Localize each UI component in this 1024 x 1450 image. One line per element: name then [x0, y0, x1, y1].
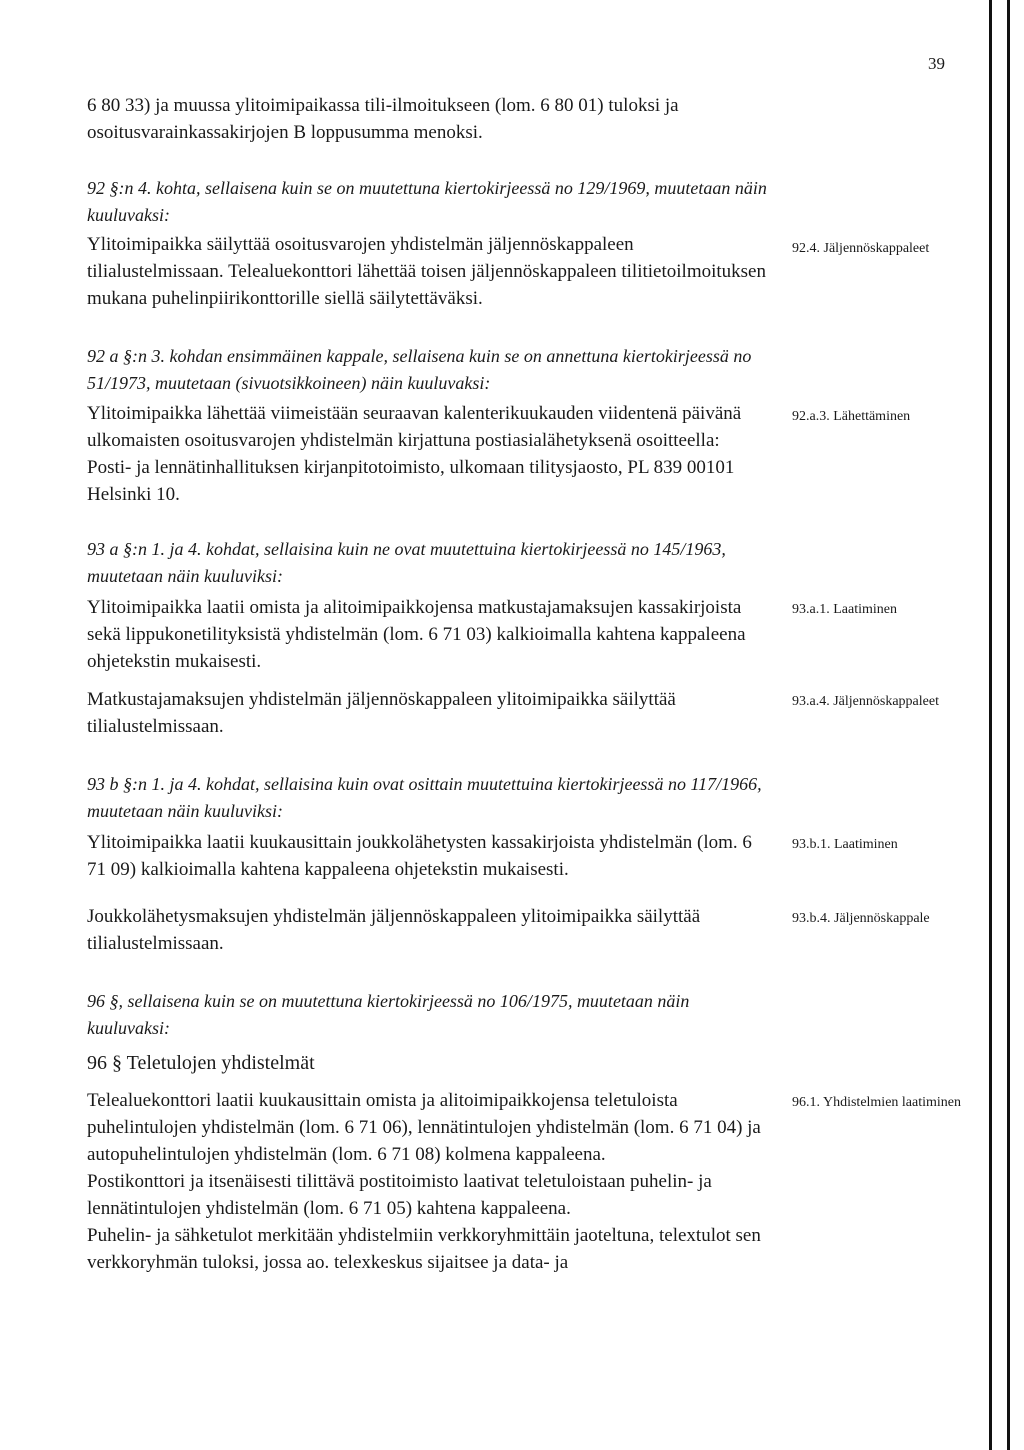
page-edge-bar — [989, 0, 1010, 1450]
margin-note-93a-1: 93.a.1. Laatiminen — [792, 602, 897, 617]
section-96-body-paragraph-2: Postikonttori ja itsenäisesti tilittävä postitoimisto laativat teletuloistaan puhelin- ja lennätintulojen yhdistelmän (lom. 6 71 05) kahtena kappaleena. — [87, 1171, 712, 1219]
section-93a-4-body: Matkustajamaksujen yhdistelmän jäljennöskappaleen ylitoimipaikka säilyttää tilialustelmissaan. — [87, 689, 676, 737]
paragraph-text: 6 80 33) ja muussa ylitoimipaikassa tili-ilmoitukseen (lom. 6 80 01) tuloksi ja osoitusvarainkassakirjojen B loppusumma menoksi. — [87, 95, 679, 143]
section-93b-heading: 93 b §:n 1. ja 4. kohdat, sellaisina kuin ovat osittain muutettuina kiertokirjeessä no 117/1966, muutetaan näin kuuluviksi: — [87, 774, 762, 821]
margin-note-93a-4: 93.a.4. Jäljennöskappaleet — [792, 694, 939, 709]
section-96-title: 96 § Teletulojen yhdistelmät — [87, 1052, 315, 1074]
paragraph-continued — [87, 92, 767, 146]
margin-note-93b-4: 93.b.4. Jäljennöskappale — [792, 911, 930, 926]
section-93b-1-body: Ylitoimipaikka laatii kuukausittain joukkolähetysten kassakirjoista yhdistelmän (lom. 6 71 09) kalkioimalla kahtena kappaleena ohjetekstin mukaisesti. — [87, 832, 752, 880]
section-96-body — [87, 1087, 767, 1276]
section-92-4-heading: 92 §:n 4. kohta, sellaisena kuin se on muutettuna kiertokirjeessä no 129/1969, muutetaan näin kuuluvaksi: — [87, 178, 767, 225]
section-96-heading: 96 §, sellaisena kuin se on muutettuna kiertokirjeessä no 106/1975, muutetaan näin kuuluvaksi: — [87, 991, 690, 1038]
section-93a-heading: 93 a §:n 1. ja 4. kohdat, sellaisina kuin ne ovat muutettuina kiertokirjeessä no 145/1963, muutetaan näin kuuluviksi: — [87, 539, 726, 586]
section-93b-4-body: Joukkolähetysmaksujen yhdistelmän jäljennöskappaleen ylitoimipaikka säilyttää tilialustelmissaan. — [87, 906, 701, 954]
margin-note-92-4: 92.4. Jäljennöskappaleet — [792, 241, 930, 256]
margin-note-93b-1: 93.b.1. Laatiminen — [792, 837, 898, 852]
section-92-4-body: Ylitoimipaikka säilyttää osoitusvarojen yhdistelmän jäljennöskappaleen tilialustelmissaan. Telealuekonttori lähettää toisen jäljennöskappaleen tilitietoilmoituksen mukana puhelinpiirikonttorille siellä säilytettäväksi. — [87, 234, 766, 309]
margin-note-92a-3: 92.a.3. Lähettäminen — [792, 409, 911, 424]
section-92a-3-heading: 92 a §:n 3. kohdan ensimmäinen kappale, sellaisena kuin se on annettuna kiertokirjeessä no 51/1973, muutetaan (sivuotsikkoineen) näin kuuluvaksi: — [87, 346, 752, 393]
section-92a-3-body: Ylitoimipaikka lähettää viimeistään seuraavan kalenterikuukauden viidentenä päivänä ulkomaisten osoitusvarojen yhdistelmän kirjattuna postiasialähetyksenä osoitteella: Posti- ja lennätinhallituksen kirjanpitotoimisto, ulkomaan tilitysjaosto, PL 839 00101 Helsinki 10. — [87, 403, 742, 505]
section-96-body-paragraph-1: Telealuekonttori laatii kuukausittain omista ja alitoimipaikkojensa teletuloista puhelintulojen yhdistelmän (lom. 6 71 06), lennätintulojen yhdistelmän (lom. 6 71 04) ja autopuhelintulojen yhdistelmän (lom. 6 71 08) kolmena kappaleena. — [87, 1090, 761, 1165]
section-96-body-paragraph-3: Puhelin- ja sähketulot merkitään yhdistelmiin verkkoryhmittäin jaoteltuna, telextulot sen verkkoryhmän tuloksi, jossa ao. telexkeskus sijaitsee ja data- ja — [87, 1225, 761, 1273]
page-number: 39 — [928, 54, 945, 73]
section-93a-1-body: Ylitoimipaikka laatii omista ja alitoimipaikkojensa matkustajamaksujen kassakirjoista sekä lippukonetilityksistä yhdistelmän (lom. 6 71 03) kalkioimalla kahtena kappaleena ohjetekstin mukaisesti. — [87, 597, 746, 672]
margin-note-96-1: 96.1. Yhdistelmien laatiminen — [792, 1095, 962, 1110]
